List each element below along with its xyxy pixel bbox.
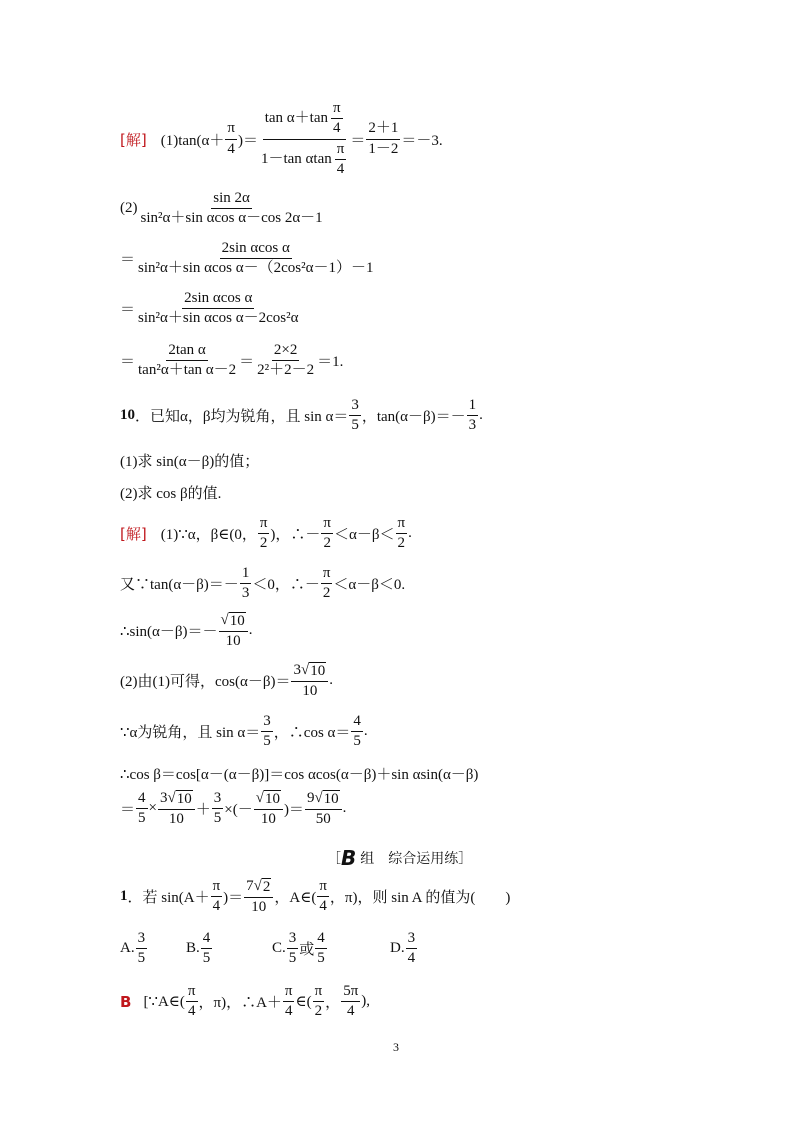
fraction-3-neg1: $\frac{2+1}{1-2}$ bbox=[368, 120, 399, 157]
s1-eq: ＝ bbox=[350, 132, 366, 149]
section-header-b bbox=[327, 846, 472, 870]
a10-l1c: ＜α－β＜ bbox=[334, 527, 395, 544]
option-d[interactable]: D. $\frac{3}{4}$ bbox=[390, 930, 416, 967]
fraction-3-5: $\frac{3}{5}$ bbox=[263, 713, 271, 750]
fraction-pi-2: $\frac{\pi}{2}$ bbox=[314, 983, 323, 1020]
solution-part2-line4 bbox=[120, 342, 343, 380]
solution-part2-line3 bbox=[120, 290, 301, 328]
fraction-s2-4: $\frac{\text{2tan α}}{\text{tan²α＋tan α－2}}$ bbox=[138, 342, 237, 379]
fraction-pi-4: $\frac{\pi}{4}$ bbox=[227, 120, 235, 157]
fraction-sqrt10-10: √ 10 10 bbox=[254, 790, 283, 828]
s1-label: (1)tan(α＋ bbox=[160, 132, 225, 149]
fraction-9sqrt10-50: 9 √ 10 50 bbox=[305, 790, 342, 828]
fraction-pi-4: $\frac{\pi}{4}$ bbox=[284, 983, 293, 1020]
close-eq: )＝ bbox=[283, 802, 304, 819]
fraction-tan-sum: tan α＋tan $\frac{\pi}{4}$ 1－tan αtan $\frac{\pi}{4}$ bbox=[260, 100, 345, 177]
q10-part1-text: (1)求 sin(α－β)的值； bbox=[120, 454, 260, 470]
eq: ＝ bbox=[120, 802, 136, 819]
q1-t1: ．若 sin(A＋ bbox=[127, 890, 210, 907]
q1-t4: ，π)，则 sin A 的值为( ) bbox=[329, 890, 511, 907]
eq: ＝ bbox=[120, 302, 136, 319]
fraction-4-5: $\frac{4}{5}$ bbox=[138, 790, 146, 827]
a1-t1: [∵A∈( bbox=[143, 994, 185, 1011]
times: × bbox=[148, 800, 157, 817]
fraction-pi-2: $\frac{\pi}{2}$ bbox=[259, 515, 268, 552]
fraction-3-5: $\frac{3}{5}$ bbox=[351, 397, 359, 434]
a10-line2 bbox=[120, 565, 405, 603]
eq: ＝ bbox=[120, 252, 136, 269]
a10-line5 bbox=[120, 713, 368, 751]
s1-close: )＝ bbox=[237, 132, 258, 149]
q10-part2-text: (2)求 cos β的值. bbox=[120, 486, 222, 502]
q10-text2: ，tan(α－β)＝－ bbox=[361, 409, 466, 426]
q10-part2 bbox=[120, 482, 221, 503]
s1-result: ＝－3. bbox=[401, 132, 443, 149]
times-neg: ×(－ bbox=[224, 802, 253, 819]
a10-l1a: (1)∵α，β∈(0， bbox=[160, 527, 257, 544]
fraction-pi-2: $\frac{\pi}{2}$ bbox=[322, 565, 331, 602]
fraction-pi-4: $\frac{\pi}{4}$ bbox=[319, 878, 327, 915]
fraction-1-3: $\frac{1}{3}$ bbox=[468, 397, 477, 434]
section-title: 组 综合运用练 bbox=[360, 851, 459, 867]
a10-l5b: ，∴cos α＝ bbox=[273, 725, 351, 742]
a1-t2: ，π)，∴A＋ bbox=[198, 995, 282, 1012]
s2-label: (2) bbox=[120, 200, 138, 217]
q10-number: 10 bbox=[120, 407, 135, 424]
q10-part1 bbox=[120, 450, 259, 471]
fraction-pi-2: $\frac{\pi}{2}$ bbox=[397, 515, 406, 552]
option-a[interactable]: A. $\frac{3}{5}$ bbox=[120, 930, 146, 967]
s2-result: ＝1. bbox=[317, 354, 344, 371]
page-number: 3 bbox=[393, 1040, 399, 1054]
a10-l2b: ＜0，∴－ bbox=[252, 577, 320, 594]
fraction-1-3: $\frac{1}{3}$ bbox=[241, 565, 250, 602]
q1-t2: )＝ bbox=[223, 890, 244, 907]
answer-1 bbox=[120, 983, 370, 1021]
fraction-sqrt10-10: √ 10 10 bbox=[219, 612, 248, 650]
fraction-4-5: $\frac{4}{5}$ bbox=[353, 713, 361, 750]
section-letter: B bbox=[341, 846, 357, 870]
plus: ＋ bbox=[195, 802, 211, 819]
eq: ＝ bbox=[120, 354, 136, 371]
option-b[interactable]: B. $\frac{4}{5}$ bbox=[186, 930, 211, 967]
jie-label: [解] bbox=[120, 130, 147, 149]
fraction-5pi-4: $\frac{5\pi}{4}$ bbox=[343, 983, 359, 1020]
question-10 bbox=[120, 397, 483, 435]
a1-t3: ∈( bbox=[295, 994, 312, 1011]
a10-line1 bbox=[120, 515, 412, 553]
a10-l2a: 又∵tan(α－β)＝－ bbox=[120, 577, 239, 594]
a10-l3b: . bbox=[248, 622, 253, 639]
a10-l4b: . bbox=[329, 672, 333, 689]
a10-line7 bbox=[120, 790, 346, 828]
fraction-3sqrt10-10: 3 √ 10 10 bbox=[158, 790, 195, 828]
a10-line4 bbox=[120, 662, 333, 700]
fraction-pi-4: $\frac{\pi}{4}$ bbox=[212, 878, 221, 915]
fraction-7sqrt2-10: 7 √ 2 10 bbox=[244, 878, 273, 916]
fraction-3-5: $\frac{3}{5}$ bbox=[213, 790, 222, 827]
fraction-3sqrt10-10: 3 √ 10 10 bbox=[291, 662, 328, 700]
a10-l1b: )，∴－ bbox=[270, 527, 321, 544]
a10-l5a: ∵α为锐角，且 sin α＝ bbox=[120, 725, 261, 742]
q1-t3: ，A∈( bbox=[274, 890, 317, 907]
option-c[interactable]: C. $\frac{3}{5}$ 或 $\frac{4}{5}$ bbox=[272, 930, 325, 967]
a10-l5c: . bbox=[363, 723, 368, 740]
bracket-left: ［ bbox=[327, 851, 341, 867]
fraction-pi-4: $\frac{\pi}{4}$ bbox=[187, 983, 196, 1020]
a1-t4: ， bbox=[325, 995, 341, 1012]
answer-letter: B bbox=[120, 992, 132, 1011]
fraction-pi-2: $\frac{\pi}{2}$ bbox=[323, 515, 331, 552]
q10-text1: ．已知α，β均为锐角，且 sin α＝ bbox=[135, 409, 349, 426]
a10-l6: ∴cos β＝cos[α－(α－β)]＝cos αcos(α－β)＋sin αsin(α－β) bbox=[120, 767, 479, 783]
q1-number: 1 bbox=[120, 888, 128, 905]
bracket-right: ］ bbox=[458, 851, 473, 867]
solution-part2-line1 bbox=[120, 190, 326, 228]
end-dot: . bbox=[342, 800, 347, 817]
a10-l2c: ＜α－β＜0. bbox=[333, 577, 406, 594]
a10-l3a: ∴sin(α－β)＝－ bbox=[120, 624, 218, 641]
a10-l4a: (2)由(1)可得，cos(α－β)＝ bbox=[120, 674, 291, 691]
a10-line6 bbox=[120, 763, 478, 784]
question-1 bbox=[120, 878, 510, 916]
jie-label: [解] bbox=[120, 525, 147, 544]
fraction-s2-5: $\frac{2\times 2}{\text{2²＋2－2}}$ bbox=[257, 342, 315, 379]
solution-part2-line2 bbox=[120, 240, 376, 278]
eq: ＝ bbox=[239, 354, 255, 371]
fraction-s2-2: $\frac{\text{2sin αcos α}}{\text{sin²α＋sin αcos α－（2cos²α－1）－1}}$ bbox=[138, 240, 374, 277]
q1-options bbox=[120, 930, 418, 968]
q10-dot: . bbox=[479, 407, 483, 424]
fraction-s2-1: $\frac{\sin 2\alpha}{\text{sin²α＋sin αcos α－cos 2α－1}}$ bbox=[140, 190, 323, 227]
fraction-s2-3: $\frac{\text{2sin αcos α}}{\text{sin²α＋sin αcos α－2cos²α}}$ bbox=[138, 290, 299, 327]
a10-l1d: . bbox=[408, 525, 412, 542]
a10-line3 bbox=[120, 612, 253, 650]
a1-t5: ), bbox=[361, 993, 371, 1010]
solution-part1 bbox=[120, 100, 443, 178]
